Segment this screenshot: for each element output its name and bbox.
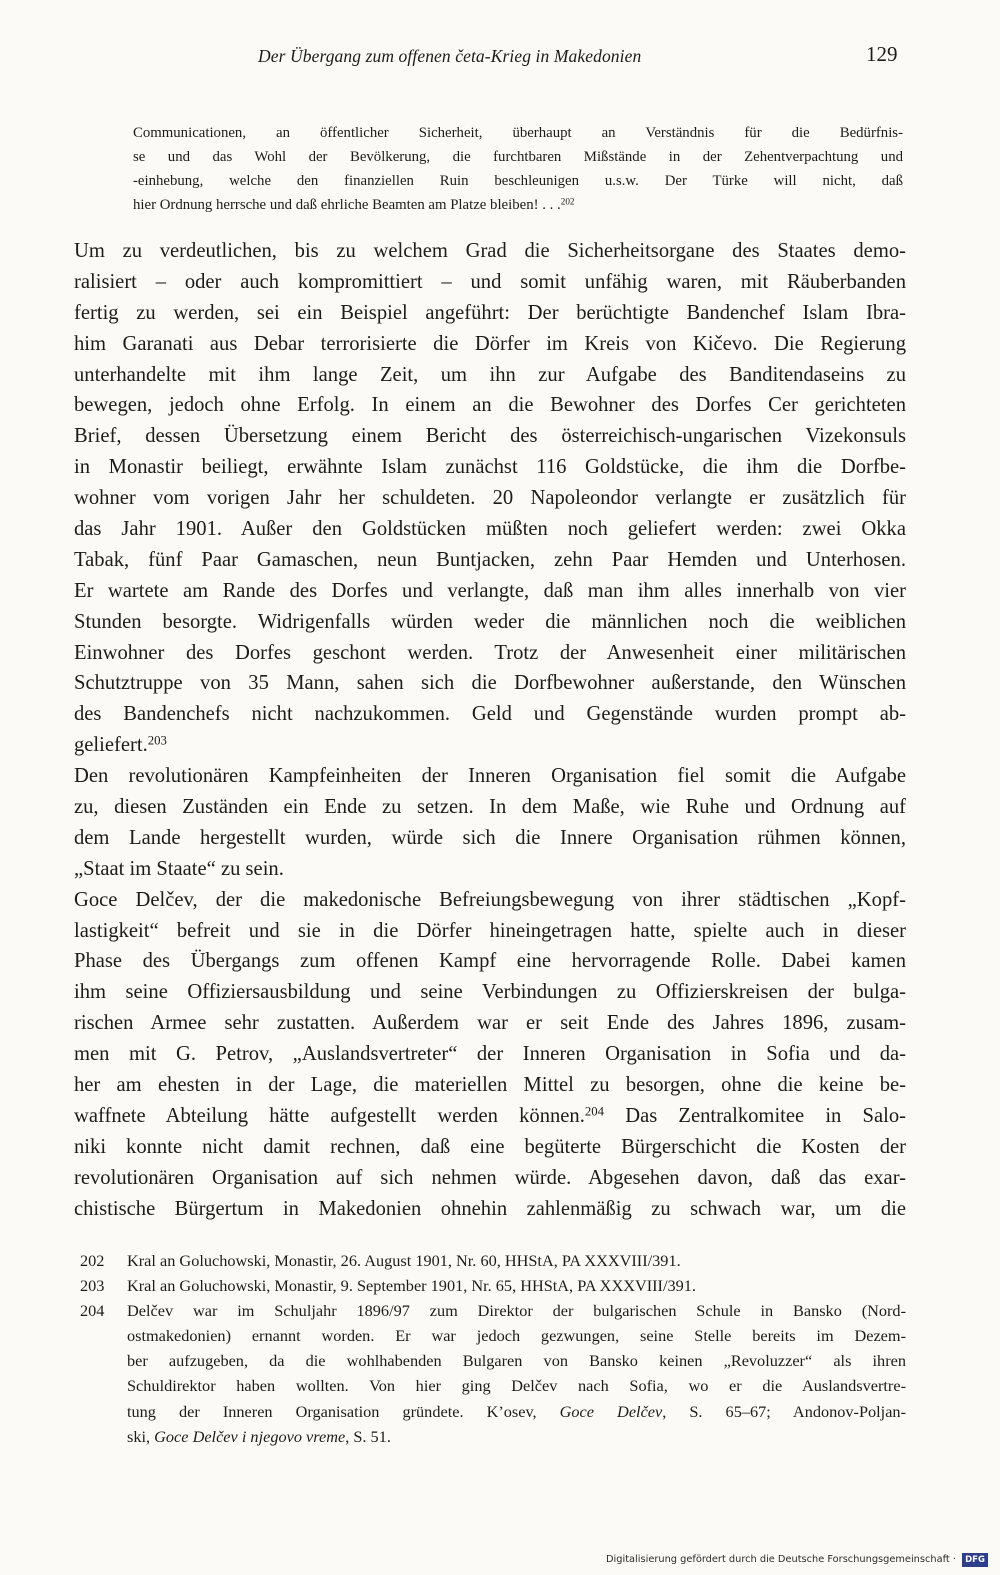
quote-line-text: hier Ordnung herrsche und daß ehrliche Beamten am Platze bleiben! . . . [133, 197, 561, 213]
text-line: him Garanati aus Debar terrorisierte die Dörfer im Kreis von Kičevo. Die Regierung [74, 332, 906, 355]
footnote-number: 202 [80, 1251, 105, 1270]
funding-notice: Digitalisierung gefördert durch die Deutsche Forschungsgemeinschaft · [606, 1554, 956, 1565]
text-line: „Staat im Staate“ zu sein. [74, 857, 284, 880]
cited-title: Goce Delčev i njegovo vreme [154, 1426, 346, 1446]
text-line: Goce Delčev, der die makedonische Befreiungsbewegung von ihrer städtischen „Kopf- [74, 888, 906, 911]
text-line: niki konnte nicht damit rechnen, daß eine begüterte Bürgerschicht die Kosten der [74, 1135, 906, 1158]
text-line [74, 1101, 906, 1132]
footnote-204 [80, 1298, 906, 1449]
quote-line: Communicationen, an öffentlicher Sicherheit, überhaupt an Verständnis für die Bedürfnis- [133, 125, 903, 141]
page-number: 129 [866, 42, 898, 66]
text-line: Er wartete am Rande des Dorfes und verlangte, daß man ihm alles innerhalb von vier [74, 579, 906, 602]
text-line: her am ehesten in der Lage, die materiellen Mittel zu besorgen, ohne die keine be- [74, 1074, 906, 1097]
footnote-203 [80, 1273, 906, 1298]
footnote-text: tung der Inneren Organisation gründete. K’osev, [127, 1401, 560, 1421]
main-text [74, 236, 906, 1225]
footnote-line: ber aufzugeben, da die wohlhabenden Bulgaren von Bansko keinen „Revoluzzer“ als ihren [127, 1351, 906, 1371]
footnote-line [127, 1399, 906, 1424]
footnote-202 [80, 1248, 906, 1273]
text-line: Den revolutionären Kampfeinheiten der Inneren Organisation fiel somit die Aufgabe [74, 765, 906, 788]
quote-line: se und das Wohl der Bevölkerung, die furchtbaren Mißstände in der Zehentverpachtung und [133, 149, 903, 165]
text-line: lastigkeit“ befreit und sie in die Dörfer hineingetragen hatte, spielte auch in dieser [74, 919, 906, 942]
footnote-line [127, 1424, 906, 1449]
text-line: Um zu verdeutlichen, bis zu welchem Grad die Sicherheitsorgane des Staates demo- [74, 240, 906, 262]
text-line: ihm seine Offiziersausbildung und seine Verbindungen zu Offizierskreisen der bulga- [74, 981, 906, 1004]
text-line: revolutionären Organisation auf sich nehmen würde. Abgesehen davon, daß das exar- [74, 1166, 906, 1189]
text-line: bewegen, jedoch ohne Erfolg. In einem an die Bewohner des Dorfes Cer gerichteten [74, 394, 906, 417]
text-line-content: waffnete Abteilung hätte aufgestellt werden können. [74, 1104, 585, 1127]
paragraph-2 [74, 761, 906, 885]
text-line: Brief, dessen Übersetzung einem Bericht des österreichisch-ungarischen Vizekonsuls [74, 425, 906, 448]
footnote-line: Schuldirektor haben wollten. Von hier ging Delčev nach Sofia, wo er die Auslandsvertre- [127, 1376, 906, 1396]
block-quote [133, 121, 903, 217]
footnote-line: Kral an Goluchowski, Monastir, 9. September 1901, Nr. 65, HHStA, PA XXXVIII/391. [127, 1276, 696, 1296]
footnote-line: Kral an Goluchowski, Monastir, 26. August 1901, Nr. 60, HHStA, PA XXXVIII/391. [127, 1251, 681, 1270]
quote-line [133, 193, 903, 217]
paragraph-1 [74, 236, 906, 761]
text-line: men mit G. Petrov, „Auslandsvertreter“ der Inneren Organisation in Sofia und da- [74, 1043, 906, 1066]
dfg-logo[interactable]: DFG [962, 1553, 988, 1567]
text-line-content: Das Zentralkomitee in Salo- [604, 1104, 906, 1127]
text-line: des Bandenchefs nicht nachzukommen. Geld und Gegenstände wurden prompt ab- [74, 703, 906, 726]
text-line: rischen Armee sehr zustatten. Außerdem war er seit Ende des Jahres 1896, zusam- [74, 1012, 906, 1035]
text-line: Phase des Übergangs zum offenen Kampf eine hervorragende Rolle. Dabei kamen [74, 950, 906, 973]
text-line: in Monastir beiliegt, erwähnte Islam zunächst 116 Goldstücke, die ihm die Dorfbe- [74, 456, 906, 479]
text-line: fertig zu werden, sei ein Beispiel angeführt: Der berüchtigte Bandenchef Islam Ibra- [74, 301, 906, 324]
text-line: Einwohner des Dorfes geschont werden. Trotz der Anwesenheit einer militärischen [74, 641, 906, 664]
footnote-text: ski, [127, 1426, 155, 1446]
paragraph-3 [74, 885, 906, 1225]
cited-title: Goce Delčev [559, 1401, 663, 1421]
text-line: wohner vom vorigen Jahr her schuldeten. 20 Napoleondor verlangte er zusätzlich für [74, 487, 906, 510]
text-line: zu, diesen Zuständen ein Ende zu setzen. In dem Maße, wie Ruhe und Ordnung auf [74, 796, 906, 819]
footnote-line: Delčev war im Schuljahr 1896/97 zum Direktor der bulgarischen Schule in Bansko (Nord- [127, 1301, 906, 1321]
footnote-ref-202[interactable]: 202 [560, 196, 575, 207]
text-line: Schutztruppe von 35 Mann, sahen sich die Dorfbewohner außerstande, den Wünschen [74, 672, 906, 695]
text-line: Stunden besorgte. Widrigenfalls würden weder die männlichen noch die weiblichen [74, 610, 906, 633]
footnotes [80, 1248, 906, 1449]
footnote-text: , S. 65–67; Andonov-Poljan- [662, 1401, 906, 1421]
footnote-ref-204[interactable]: 204 [584, 1104, 605, 1119]
text-line: das Jahr 1901. Außer den Goldstücken müßten noch geliefert werden: zwei Okka [74, 518, 906, 541]
text-line: ralisiert – oder auch kompromittiert – und somit unfähig waren, mit Räuberbanden [74, 270, 906, 293]
running-title: Der Übergang zum offenen četa-Krieg in Makedonien [258, 46, 642, 66]
text-line: chistische Bürgertum in Makedonien ohnehin zahlenmäßig zu schwach war, um die [74, 1197, 906, 1220]
quote-line: -einhebung, welche den finanziellen Ruin beschleunigen u.s.w. Der Türke will nicht, daß [133, 173, 903, 189]
text-line-content: geliefert. [74, 734, 148, 757]
footnote-line: ostmakedonien) ernannt worden. Er war jedoch gezwungen, seine Stelle bereits im Dezem- [127, 1326, 906, 1346]
text-line: dem Lande hergestellt wurden, würde sich die Innere Organisation rühmen können, [74, 826, 906, 849]
text-line: unterhandelte mit ihm lange Zeit, um ihn zur Aufgabe des Banditendaseins zu [74, 363, 906, 386]
footnote-number: 204 [80, 1301, 105, 1321]
footnote-ref-203[interactable]: 203 [147, 733, 167, 748]
text-line [74, 730, 906, 761]
footnote-number: 203 [80, 1276, 105, 1296]
footnote-text: , S. 51. [345, 1426, 391, 1446]
text-line: Tabak, fünf Paar Gamaschen, neun Buntjacken, zehn Paar Hemden und Unterhosen. [74, 548, 906, 571]
